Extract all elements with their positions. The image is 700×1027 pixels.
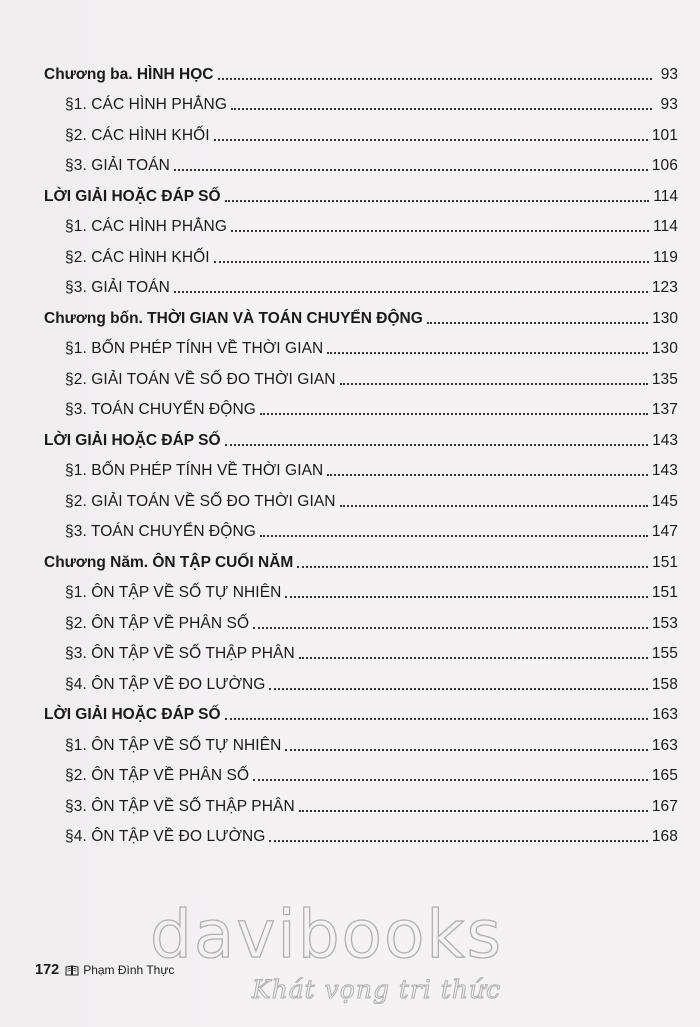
toc-page-number: 114 [653, 187, 678, 205]
toc-chapter-entry [44, 419, 678, 450]
toc-section-entry [44, 480, 678, 511]
toc-page-number: 137 [651, 401, 678, 418]
toc-section-entry [44, 450, 678, 481]
toc-page-number: 93 [660, 65, 678, 83]
toc-section-entry [44, 602, 678, 633]
toc-section-entry [44, 572, 678, 603]
dot-leader [327, 474, 647, 476]
toc-section-entry [44, 145, 678, 176]
toc-section-entry [44, 328, 678, 359]
dot-leader [269, 688, 647, 690]
table-of-contents [44, 53, 678, 846]
dot-leader [253, 779, 648, 781]
toc-entry-title: §3. ÔN TẬP VỀ SỐ THẬP PHÂN [65, 645, 295, 662]
toc-section-entry [44, 663, 678, 694]
toc-entry-title: §1. BỐN PHÉP TÍNH VỀ THỜI GIAN [65, 340, 324, 357]
dot-leader [218, 78, 653, 80]
dot-leader [253, 627, 648, 629]
toc-page-number: 155 [651, 645, 678, 662]
toc-section-entry [44, 389, 678, 420]
toc-section-entry [44, 206, 678, 237]
toc-chapter-entry [44, 297, 678, 328]
toc-entry-title: LỜI GIẢI HOẶC ĐÁP SỐ [44, 187, 221, 205]
toc-chapter-entry [44, 53, 678, 84]
toc-section-entry [44, 267, 678, 298]
toc-entry-title: §3. ÔN TẬP VỀ SỐ THẬP PHÂN [65, 797, 295, 815]
toc-entry-title: §4. ÔN TẬP VỀ ĐO LƯỜNG [65, 675, 266, 693]
dot-leader [269, 840, 647, 842]
toc-page-number: 130 [651, 340, 678, 357]
toc-page-number: 123 [651, 279, 678, 296]
toc-page-number: 101 [651, 126, 678, 144]
toc-page-number: 145 [651, 492, 678, 510]
watermark-tagline: Khát vọng tri thức [252, 975, 502, 1004]
toc-page-number: 151 [651, 584, 678, 601]
toc-section-entry [44, 724, 678, 755]
toc-entry-title: §2. GIẢI TOÁN VỀ SỐ ĐO THỜI GIAN [65, 492, 336, 510]
toc-section-entry [44, 114, 678, 145]
dot-leader [225, 718, 649, 720]
dot-leader [214, 261, 649, 263]
toc-entry-title: §3. GIẢI TOÁN [65, 157, 170, 174]
toc-entry-title: §2. CÁC HÌNH KHỐI [65, 126, 210, 144]
toc-page-number: 130 [652, 309, 678, 327]
watermark-brand: davibooks [150, 896, 503, 973]
toc-page-number: 165 [651, 767, 678, 784]
toc-page-number: 135 [651, 370, 678, 388]
toc-page-number: 153 [651, 614, 678, 632]
dot-leader [174, 169, 648, 171]
dot-leader [214, 139, 648, 141]
toc-chapter-entry [44, 694, 678, 725]
book-icon [65, 965, 79, 976]
toc-entry-title: §2. ÔN TẬP VỀ PHÂN SỐ [65, 614, 250, 632]
toc-entry-title: §3. GIẢI TOÁN [65, 279, 170, 296]
dot-leader [225, 444, 649, 446]
author-name: Phạm Đình Thực [83, 963, 175, 977]
toc-entry-title: §2. GIẢI TOÁN VỀ SỐ ĐO THỜI GIAN [65, 370, 336, 388]
toc-chapter-entry [44, 541, 678, 572]
toc-entry-title: LỜI GIẢI HOẶC ĐÁP SỐ [44, 431, 221, 449]
toc-page-number: 167 [651, 797, 678, 815]
dot-leader [260, 535, 648, 537]
toc-entry-title: Chương ba. HÌNH HỌC [44, 65, 214, 83]
toc-entry-title: §1. CÁC HÌNH PHẲNG [65, 96, 227, 113]
toc-section-entry [44, 236, 678, 267]
dot-leader [299, 810, 648, 812]
dot-leader [285, 749, 647, 751]
toc-section-entry [44, 755, 678, 786]
toc-page-number: 158 [651, 675, 678, 693]
toc-section-entry [44, 84, 678, 115]
toc-entry-title: §1. BỐN PHÉP TÍNH VỀ THỜI GIAN [65, 462, 324, 479]
toc-page-number: 119 [652, 248, 678, 266]
toc-page-number: 168 [651, 828, 678, 845]
toc-page-number: 143 [651, 462, 678, 479]
toc-page-number: 93 [660, 96, 678, 113]
dot-leader [299, 657, 648, 659]
dot-leader [174, 291, 648, 293]
toc-section-entry [44, 633, 678, 664]
toc-entry-title: §1. ÔN TẬP VỀ SỐ TỰ NHIÊN [65, 736, 282, 754]
dot-leader [297, 566, 648, 568]
toc-entry-title: §1. CÁC HÌNH PHẲNG [65, 218, 227, 235]
dot-leader [340, 383, 648, 385]
toc-section-entry [44, 511, 678, 542]
dot-leader [340, 505, 648, 507]
toc-section-entry [44, 816, 678, 847]
dot-leader [231, 230, 649, 232]
dot-leader [327, 352, 647, 354]
toc-page-number: 151 [652, 553, 678, 571]
toc-page-number: 143 [652, 431, 678, 449]
toc-entry-title: §1. ÔN TẬP VỀ SỐ TỰ NHIÊN [65, 584, 282, 601]
dot-leader [285, 596, 647, 598]
toc-entry-title: §2. ÔN TẬP VỀ PHÂN SỐ [65, 767, 250, 784]
toc-page-number: 106 [651, 157, 678, 174]
page-number: 172 [35, 962, 60, 978]
toc-page-number: 114 [652, 218, 678, 235]
toc-page-number: 163 [652, 706, 678, 723]
dot-leader [231, 108, 652, 110]
toc-section-entry [44, 785, 678, 816]
toc-page-number: 147 [651, 523, 678, 540]
toc-section-entry [44, 358, 678, 389]
dot-leader [260, 413, 648, 415]
toc-entry-title: Chương Năm. ÔN TẬP CUỐI NĂM [44, 553, 294, 571]
dot-leader [225, 200, 650, 202]
toc-entry-title: §2. CÁC HÌNH KHỐI [65, 248, 210, 266]
toc-page-number: 163 [651, 736, 678, 754]
toc-entry-title: §3. TOÁN CHUYỂN ĐỘNG [65, 401, 256, 418]
toc-entry-title: §4. ÔN TẬP VỀ ĐO LƯỜNG [65, 828, 266, 845]
toc-entry-title: Chương bốn. THỜI GIAN VÀ TOÁN CHUYỂN ĐỘNG [44, 309, 423, 327]
toc-chapter-entry [44, 175, 678, 206]
toc-entry-title: LỜI GIẢI HOẶC ĐÁP SỐ [44, 706, 221, 723]
dot-leader [427, 322, 648, 324]
toc-entry-title: §3. TOÁN CHUYỂN ĐỘNG [65, 523, 256, 540]
